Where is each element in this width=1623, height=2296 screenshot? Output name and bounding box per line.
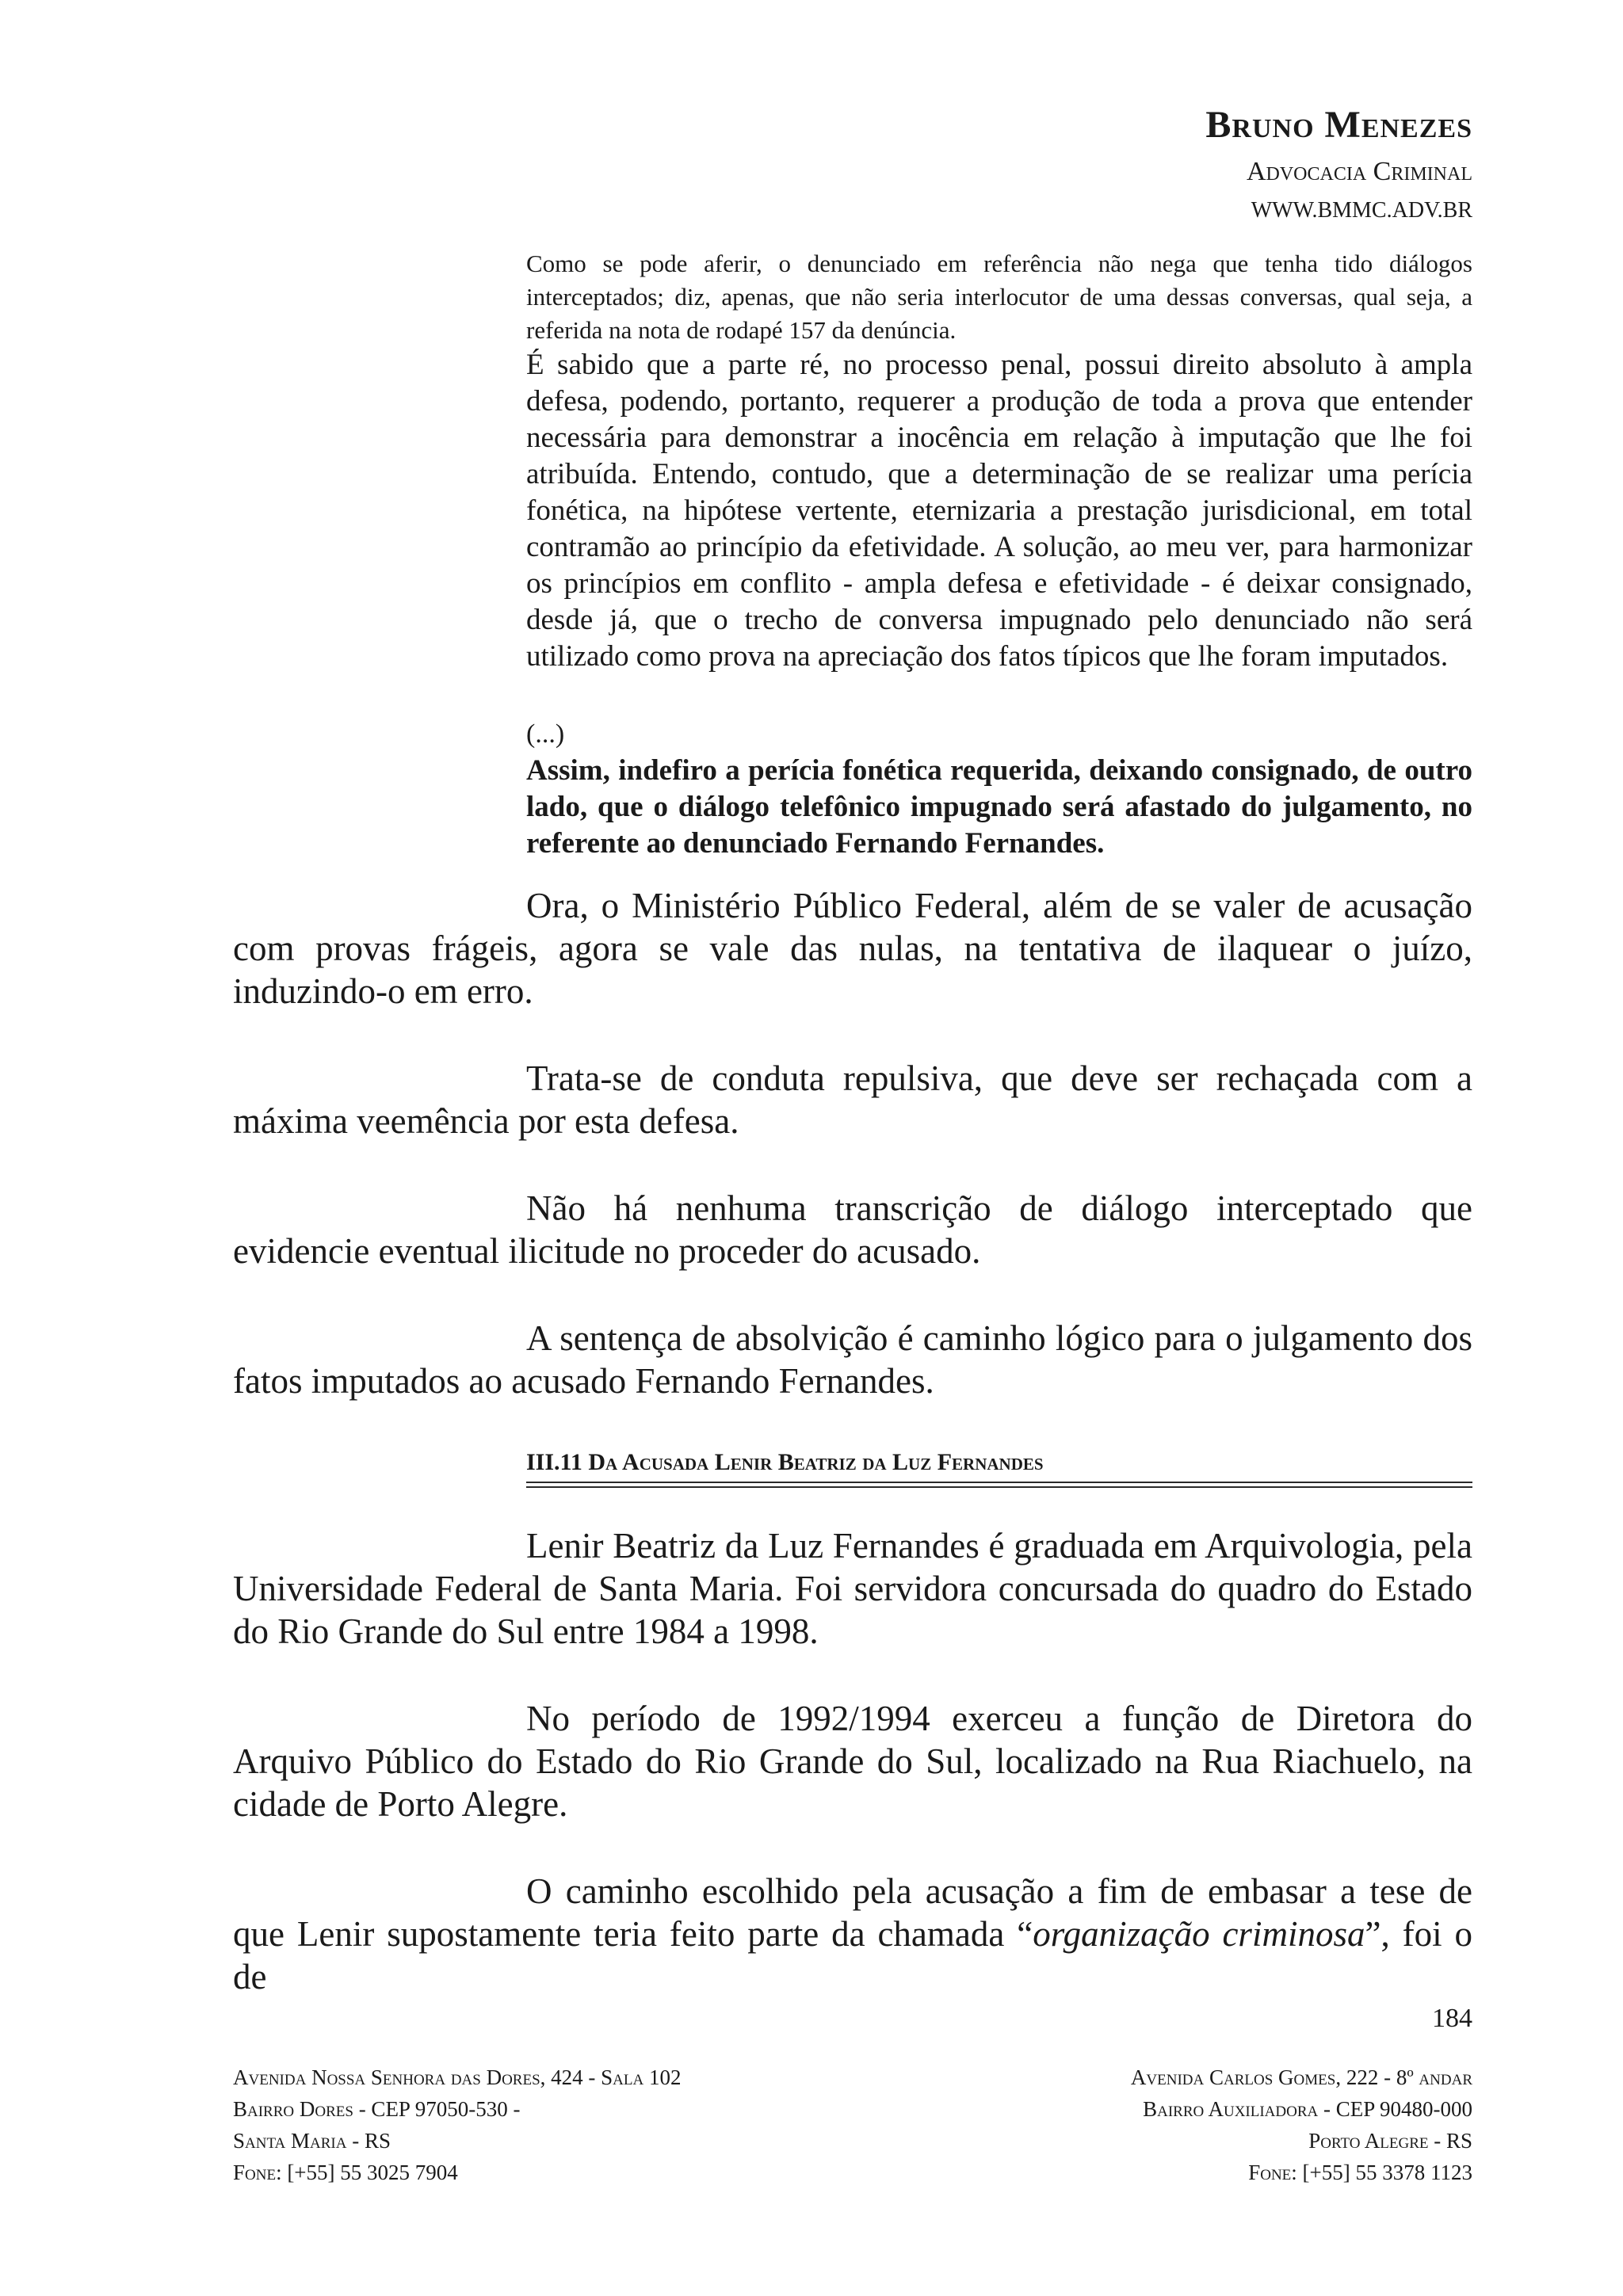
- body-paragraph: [233, 1870, 1472, 1998]
- firm-subtitle: Advocacia Criminal: [1246, 157, 1472, 186]
- footer-line: Fone: [+55] 55 3378 1123: [1248, 2161, 1472, 2184]
- paragraph-text: O caminho escolhido pela acusação a fim de embasar a tese de que Lenir supostamente teria feito parte da chamada “: [233, 1871, 1472, 1954]
- body-paragraph: Ora, o Ministério Público Federal, além de se valer de acusação com provas frágeis, agora se vale das nulas, na tentativa de ilaquear o juízo, induzindo-o em erro.: [233, 886, 1472, 1011]
- footer-line: Avenida Carlos Gomes, 222 - 8º andar: [1130, 2065, 1472, 2089]
- section-heading: III.11 Da Acusada Lenir Beatriz da Luz Fernandes: [526, 1449, 1044, 1475]
- paragraph-text: ”, foi o de: [233, 1914, 1472, 1997]
- letterhead: [1205, 101, 1472, 228]
- body-paragraph: Trata-se de conduta repulsiva, que deve ser rechaçada com a máxima veemência por esta defesa.: [233, 1058, 1472, 1141]
- footer-line: Bairro Dores - CEP 97050-530 -: [233, 2097, 521, 2121]
- italic-term: organização criminosa: [1033, 1914, 1365, 1954]
- section-double-rule: [526, 1482, 1472, 1488]
- body-paragraph: Não há nenhuma transcrição de diálogo interceptado que evidencie eventual ilicitude no proceder do acusado.: [233, 1188, 1472, 1271]
- firm-name: Bruno Menezes: [1205, 104, 1472, 146]
- firm-website: WWW.BMMC.ADV.BR: [1251, 198, 1472, 223]
- footer-address-right: [1131, 2061, 1472, 2188]
- body-paragraph: A sentença de absolvição é caminho lógico para o julgamento dos fatos imputados ao acusado Fernando Fernandes.: [233, 1318, 1472, 1401]
- footer-line: Bairro Auxiliadora - CEP 90480-000: [1143, 2097, 1472, 2121]
- body-paragraph: Lenir Beatriz da Luz Fernandes é graduada em Arquivologia, pela Universidade Federal de Santa Maria. Foi servidora concursada do quadro do Estado do Rio Grande do Sul entre 1984 a 1998.: [233, 1526, 1472, 1651]
- footer-line: Avenida Nossa Senhora das Dores, 424 - Sala 102: [233, 2065, 682, 2089]
- body-paragraph: No período de 1992/1994 exerceu a função de Diretora do Arquivo Público do Estado do Rio Grande do Sul, localizado na Rua Riachuelo, na cidade de Porto Alegre.: [233, 1699, 1472, 1824]
- quote-paragraph: É sabido que a parte ré, no processo penal, possui direito absoluto à ampla defesa, podendo, portanto, requerer a produção de toda a prova que entender necessária para demonstrar a inocência em relação à imputação que lhe foi atribuída. Entendo, contudo, que a determinação de se realizar uma perícia fonética, na hipótese vertente, eternizaria a prestação jurisdicional, em total contramão ao princípio da efetividade. A solução, ao meu ver, para harmonizar os princípios em conflito - ampla defesa e efetividade - é deixar consignado, desde já, que o trecho de conversa impugnado pelo denunciado não será utilizado como prova na apreciação dos fatos típicos que lhe foram imputados.: [526, 349, 1472, 673]
- quote-bold-paragraph: Assim, indefiro a perícia fonética requerida, deixando consignado, de outro lado, que o diálogo telefônico impugnado será afastado do julgamento, no referente ao denunciado Fernando Fernandes.: [526, 754, 1472, 860]
- quote-ellipsis: (...): [526, 719, 565, 749]
- footer-address-left: [233, 2061, 681, 2188]
- footer-line: Porto Alegre - RS: [1308, 2129, 1472, 2153]
- quote-small-paragraph: Como se pode aferir, o denunciado em referência não nega que tenha tido diálogos interceptados; diz, apenas, que não seria interlocutor de uma dessas conversas, qual seja, a referida na nota de rodapé 157 da denúncia.: [526, 250, 1472, 344]
- footer-line: Fone: [+55] 55 3025 7904: [233, 2161, 458, 2184]
- page-number: 184: [1432, 2004, 1472, 2033]
- footer-line: Santa Maria - RS: [233, 2129, 391, 2153]
